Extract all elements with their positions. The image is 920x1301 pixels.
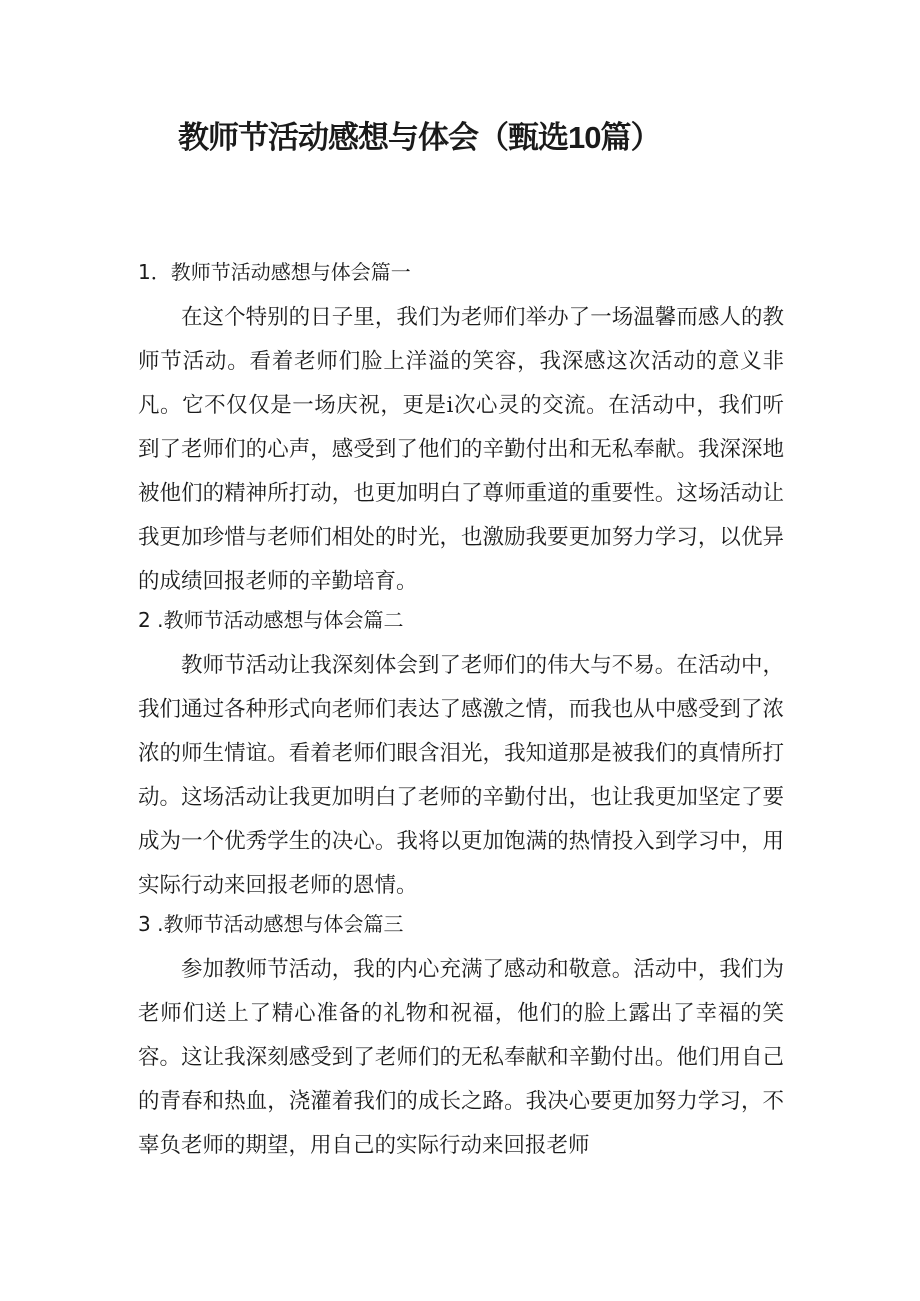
section-2-heading: 2 .教师节活动感想与体会篇二 bbox=[138, 608, 404, 632]
section-1-heading: 1．教师节活动感想与体会篇一 bbox=[138, 260, 411, 284]
section-3-body: 参加教师节活动，我的内心充满了感动和敬意。活动中，我们为老师们送上了精心准备的礼物和祝福，他们的脸上露出了幸福的笑容。这让我深刻感受到了老师们的无私奉献和辛勤付出。他们用自己的青春和热血，浇灌着我们的成长之路。我决心要更加努力学习，不辜负老师的期望，用自己的实际行动来回报老师 bbox=[138, 957, 784, 1158]
section-3-heading: 3 .教师节活动感想与体会篇三 bbox=[138, 912, 404, 936]
document-title: 教师节活动感想与体会（甄选10篇） bbox=[178, 120, 661, 155]
section-1-body: 在这个特别的日子里，我们为老师们举办了一场温馨而感人的教师节活动。看着老师们脸上洋溢的笑容，我深感这次活动的意义非凡。它不仅仅是一场庆祝，更是i次心灵的交流。在活动中，我们听到了老师们的心声，感受到了他们的辛勤付出和无私奉献。我深深地被他们的精神所打动，也更加明白了尊师重道的重要性。这场活动让我更加珍惜与老师们相处的时光，也激励我要更加努力学习，以优异的成绩回报老师的辛勤培育。 bbox=[138, 305, 784, 594]
section-2-body: 教师节活动让我深刻体会到了老师们的伟大与不易。在活动中，我们通过各种形式向老师们表达了感激之情，而我也从中感受到了浓浓的师生情谊。看着老师们眼含泪光，我知道那是被我们的真情所打动。这场活动让我更加明白了老师的辛勤付出，也让我更加坚定了要成为一个优秀学生的决心。我将以更加饱满的热情投入到学习中，用实际行动来回报老师的恩情。 bbox=[138, 653, 784, 898]
